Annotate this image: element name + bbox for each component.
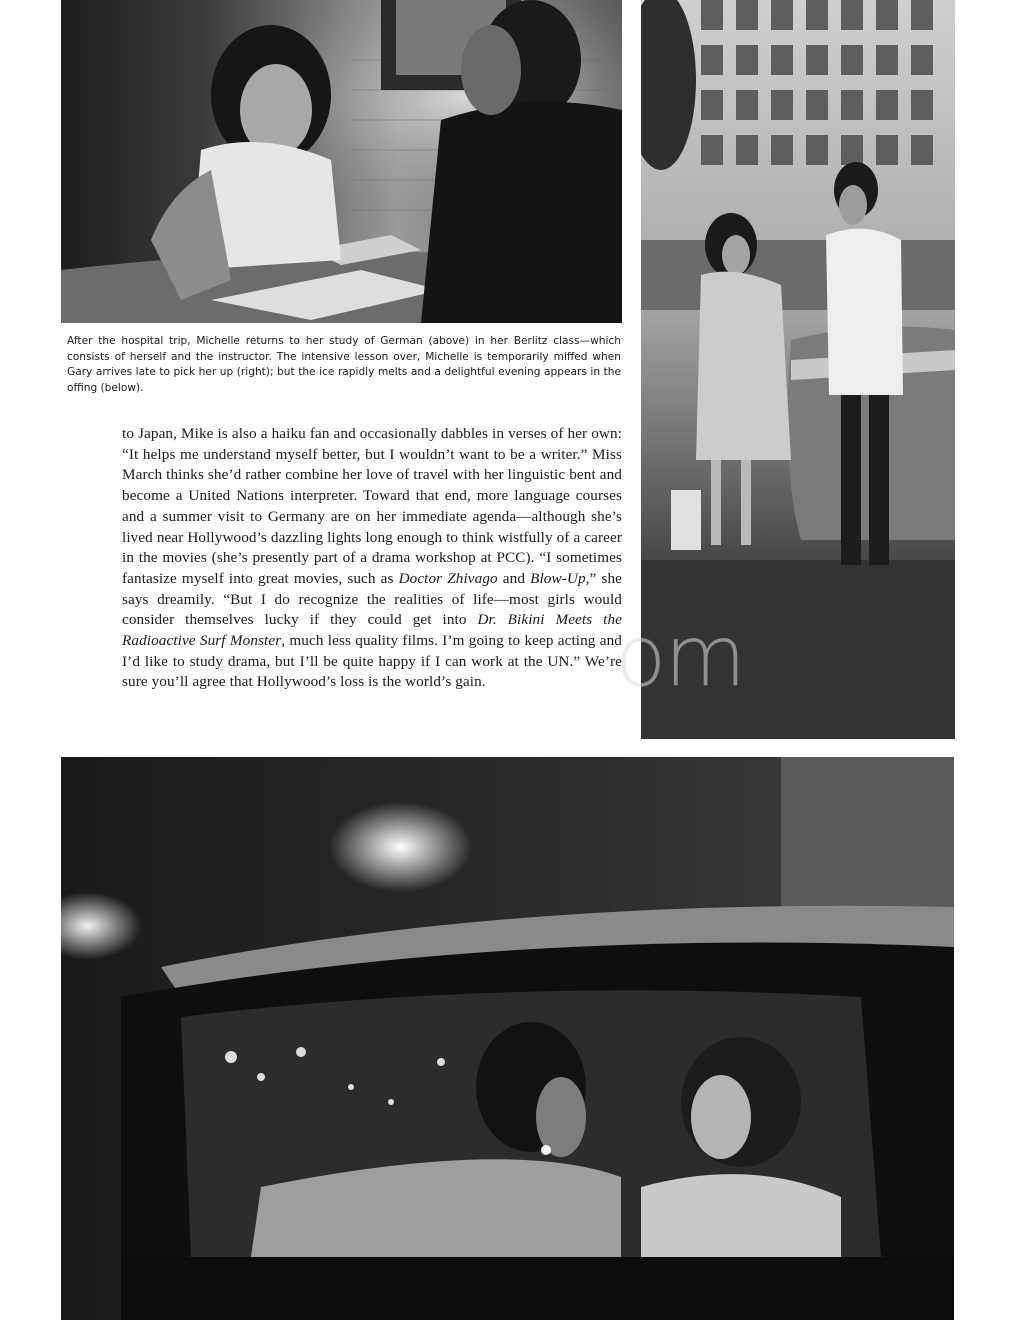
article-body [122, 424, 622, 693]
article-text-and: and [497, 569, 531, 587]
film-title-blow-up: Blow-Up [530, 569, 586, 587]
article-text-part-2: ,” she says dreamily. “But I do recognize the realities of life—most girls would consider themselves lucky if they could get into [122, 569, 622, 629]
watermark: om [615, 607, 745, 705]
photo-german-lesson [61, 0, 622, 323]
photo-street-meeting [641, 0, 955, 739]
article-text-part-1: to Japan, Mike is also a haiku fan and occasionally dabbles in verses of her own: “It helps me understand myself better, but I wouldn’t want to be a writer.” Miss March thinks she’d rather combine her love of travel with her linguistic bent and become a United Nations interpreter. Toward that end, more language courses and a summer visit to Germany are on her immediate agenda—although she’s lived near Hollywood’s dazzling lights long enough to think wistfully of a career in the movies (she’s presently part of a drama workshop at PCC). “I sometimes fantasize myself into great movies, such as [122, 425, 622, 587]
film-title-doctor-zhivago: Doctor Zhivago [398, 569, 498, 587]
photo-car-night [61, 757, 954, 1320]
film-title-dr-bikini: Dr. Bikini Meets the Radioactive Surf Monster [122, 611, 622, 650]
article-text-part-3: , much less quality films. I’m going to keep acting and I’d like to study drama, but I’ll be quite happy if I can work at the UN.” We’re sure you’ll agree that Hollywood’s loss is the world’s gain. [122, 632, 622, 691]
photo-caption: After the hospital trip, Michelle returns to her study of German (above) in her Berlitz class—which consists of herself and the instructor. The intensive lesson over, Michelle is temporarily miffed when Gary arrives late to pick her up (right); but the ice rapidly melts and a delightful evening appears in the offing (below). [67, 335, 621, 394]
